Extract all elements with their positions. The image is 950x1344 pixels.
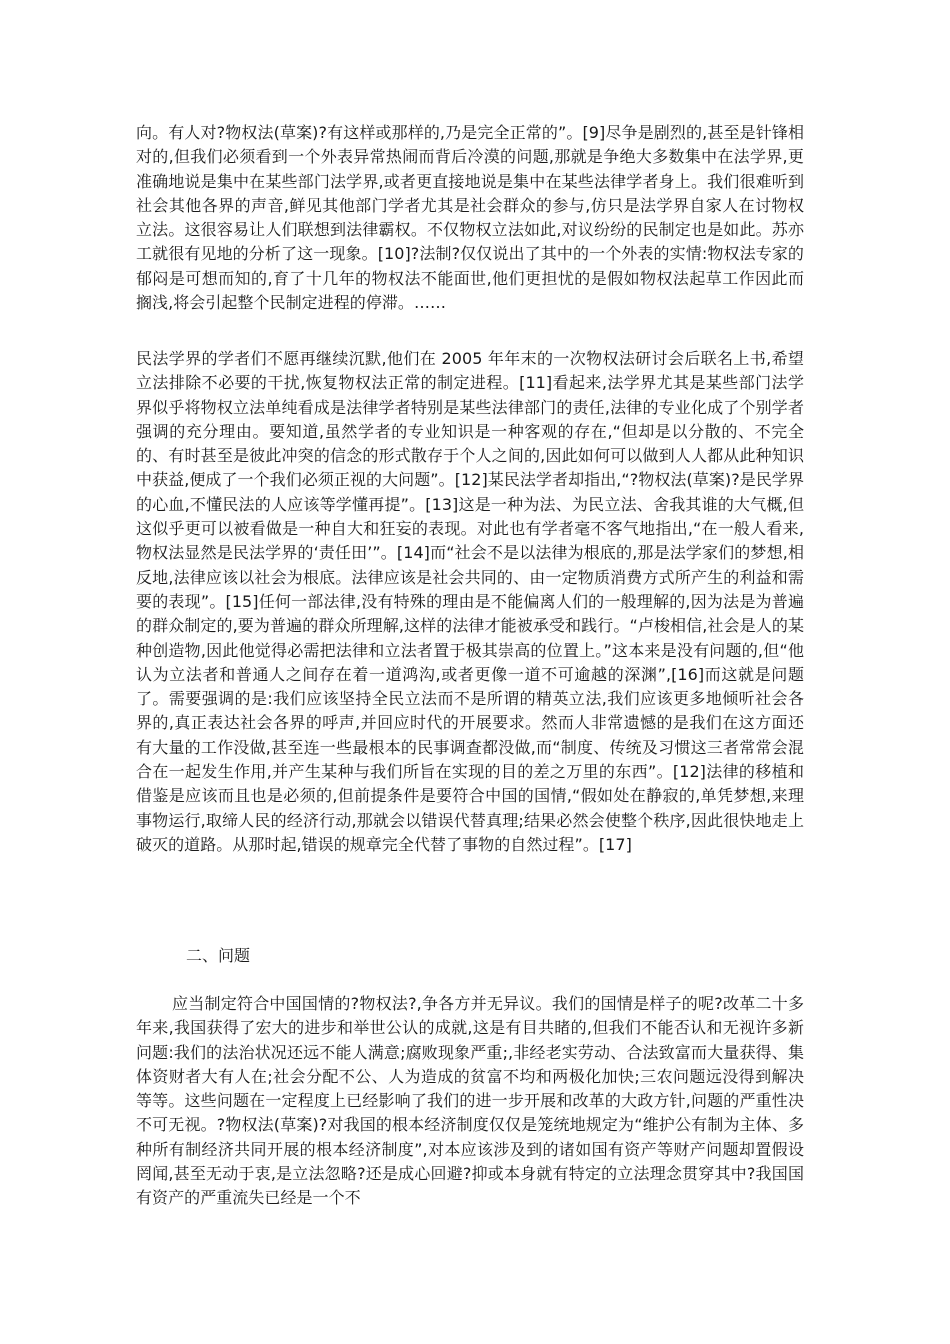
body-paragraph-2: 民法学界的学者们不愿再继续沉默,他们在 2005 年年末的一次物权法研讨会后联名上书,希望立法排除不必要的干扰,恢复物权法正常的制定进程。[11]看起来,法学界尤其是某些部门法学界似乎将物权立法单纯看成是法律学者特别是某些法律部门的责任,法律的专业化成了个别学者强调的充分理由。要知道,虽然学者的专业知识是一种客观的存在,“但却是以分散的、不完全的、有时甚至是彼此冲突的信念的形式散存于个人之间的,因此如何可以做到人人都从此种知识中获益,便成了一个我们必须正视的大问题”。[12]某民法学者却指出,“?物权法(草案)?是民学界的心血,不懂民法的人应该等学懂再提”。[13]这是一种为法、为民立法、舍我其谁的大气概,但这似乎更可以被看做是一种自大和狂妄的表现。对此也有学者毫不客气地指出,“在一般人看来,物权法显然是民法学界的‘责任田’”。[14]而“社会不是以法律为根底的,那是法学家们的梦想,相反地,法律应该以社会为根底。法律应该是社会共同的、由一定物质消费方式所产生的利益和需要的表现”。[15]任何一部法律,没有特殊的理由是不能偏离人们的一般理解的,因为法是为普遍的群众制定的,要为普遍的群众所理解,这样的法律才能被承受和践行。“卢梭相信,社会是人的某种创造物,因此他觉得必需把法律和立法者置于极其崇高的位置上。”这本来是没有问题的,但“他认为立法者和普通人之间存在着一道鸿沟,或者更像一道不可逾越的深渊”,[16]而这就是问题了。需要强调的是:我们应该坚持全民立法而不是所谓的精英立法,我们应该更多地倾听社会各界的,真正表达社会各界的呼声,并回应时代的开展要求。然而人非常遗憾的是我们在这方面还有大量的工作没做,甚至连一些最根本的民事调查都没做,而“制度、传统及习惯这三者常常会混合在一起发生作用,并产生某种与我们所旨在实现的目的差之万里的东西”。[12]法律的移植和借鉴是应该而且也是必须的,但前提条件是要符合中国的国情,“假如处在静寂的,单凭梦想,来理事物运行,取缔人民的经济行动,那就会以错误代替真理;结果必然会使整个秩序,因此很快地走上破灭的道路。从那时起,错误的规章完全代替了事物的自然过程”。[17] — [136, 349, 804, 854]
section-paragraph: 应当制定符合中国国情的?物权法?,争各方并无异议。我们的国情是样子的呢?改革二十多年来,我国获得了宏大的进步和举世公认的成就,这是有目共睹的,但我们不能否认和无视许多新问题:我们的法治状况还远不能人满意;腐败现象严重;,非经老实劳动、合法致富而大量获得、集体资财者大有人在;社会分配不公、人为造成的贫富不均和两极化加快;三农问题远没得到解决等等。这些问题在一定程度上已经影响了我们的进一步开展和改革的大政方针,问题的严重性决不可无视。?物权法(草案)?对我国的根本经济制度仅仅是笼统地规定为“维护公有制为主体、多种所有制经济共同开展的根本经济制度”,对本应该涉及到的诸如国有资产等财产问题却置假设罔闻,甚至无动于衷,是立法忽略?还是成心回避?抑或本身就有特定的立法理念贯穿其中?我国国有资产的严重流失已经是一个不 — [136, 994, 804, 1208]
section-heading: 二、问题 — [186, 946, 251, 965]
body-paragraph-1: 向。有人对?物权法(草案)?有这样或那样的,乃是完全正常的”。[9]尽争是剧烈的,甚至是针锋相对的,但我们必须看到一个外表异常热闹而背后冷漠的问题,那就是争绝大多数集中在法学界,更准确地说是集中在某些部门法学界,或者更直接地说是集中在某些法律学者身上。我们很难听到社会其他各界的声音,鲜见其他部门学者尤其是社会群众的参与,仿只是法学界自家人在讨物权立法。这很容易让人们联想到法律霸权。不仅物权立法如此,对议纷纷的民制定也是如此。苏亦工就很有见地的分析了这一现象。[10]?法制?仅仅说出了其中的一个外表的实情:物权法专家的郁闷是可想而知的,育了十几年的物权法不能面世,他们更担忧的是假如物权法起草工作因此而搁浅,将会引起整个民制定进程的停滞。…… — [136, 123, 804, 313]
